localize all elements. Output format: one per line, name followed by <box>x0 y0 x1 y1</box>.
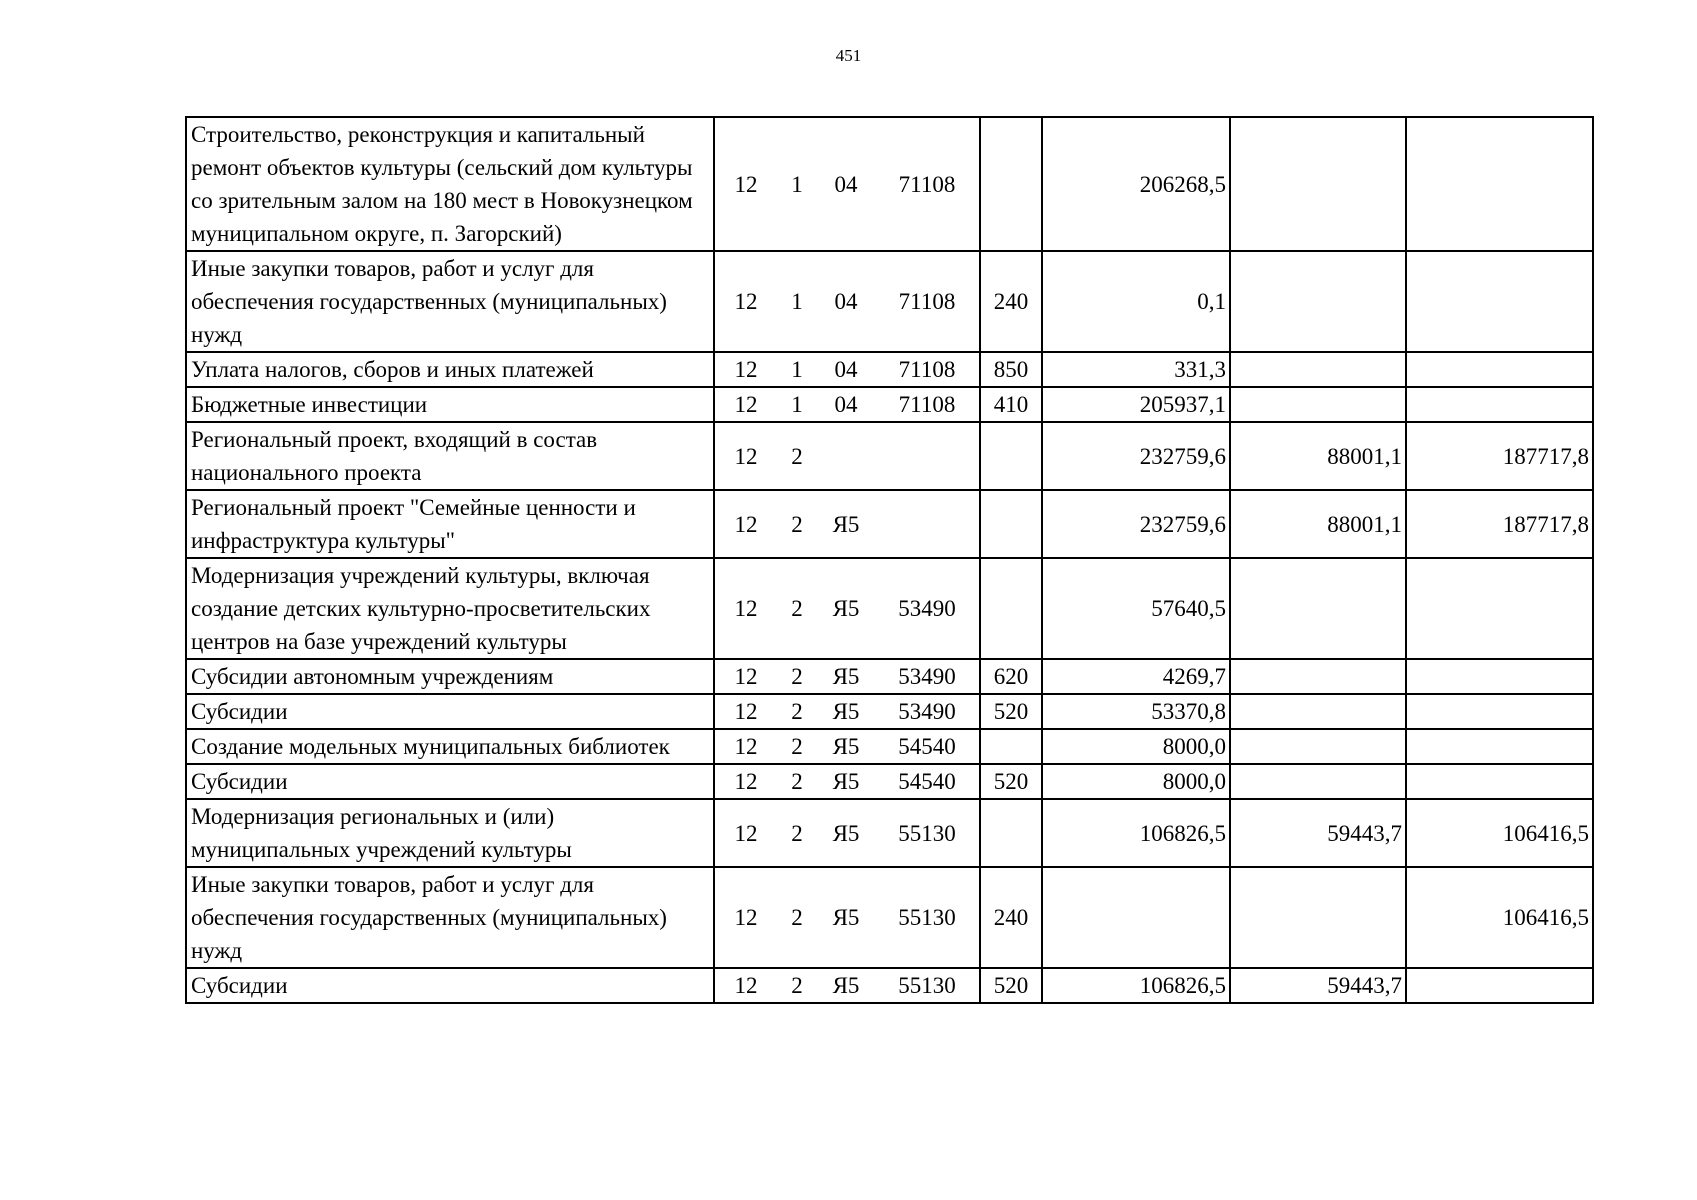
row-amount-1: 8000,0 <box>1042 764 1230 799</box>
row-subprogram-code: 2 <box>791 769 803 794</box>
row-name: Иные закупки товаров, работ и услуг для обеспечения государственных (муниципальных) нужд <box>186 867 714 968</box>
row-event-code: 04 <box>834 392 858 417</box>
row-amount-1: 0,1 <box>1042 251 1230 352</box>
row-program-code: 12 <box>734 699 758 724</box>
row-amount-1: 205937,1 <box>1042 387 1230 422</box>
row-codes <box>714 659 980 694</box>
row-program-code: 12 <box>734 596 758 621</box>
row-program-code: 12 <box>734 769 758 794</box>
row-amount-3 <box>1406 694 1593 729</box>
row-codes <box>714 251 980 352</box>
row-amount-3: 187717,8 <box>1406 490 1593 558</box>
row-amount-1: 206268,5 <box>1042 117 1230 251</box>
row-expense-type <box>980 799 1042 867</box>
row-amount-2 <box>1230 558 1406 659</box>
row-code-group <box>715 388 979 421</box>
row-program-code: 12 <box>734 289 758 314</box>
row-amount-1: 4269,7 <box>1042 659 1230 694</box>
row-program-code: 12 <box>734 357 758 382</box>
row-amount-3 <box>1406 558 1593 659</box>
row-program-code: 12 <box>734 392 758 417</box>
row-codes <box>714 729 980 764</box>
row-code-group <box>715 285 979 318</box>
row-amount-3 <box>1406 387 1593 422</box>
row-amount-3 <box>1406 117 1593 251</box>
row-subprogram-code: 2 <box>791 664 803 689</box>
row-amount-3 <box>1406 352 1593 387</box>
table-row <box>186 251 1593 352</box>
table-row <box>186 694 1593 729</box>
row-code-group <box>715 969 979 1002</box>
table-row <box>186 764 1593 799</box>
row-expense-type: 520 <box>980 968 1042 1003</box>
row-amount-3 <box>1406 764 1593 799</box>
row-subprogram-code: 1 <box>791 392 803 417</box>
row-amount-2: 88001,1 <box>1230 490 1406 558</box>
row-code-group <box>715 730 979 763</box>
row-event-code: Я5 <box>832 511 860 537</box>
row-event-code: Я5 <box>832 905 860 930</box>
row-codes <box>714 117 980 251</box>
row-amount-1: 8000,0 <box>1042 729 1230 764</box>
table-row <box>186 659 1593 694</box>
row-direction-code: 55130 <box>898 973 956 998</box>
row-event-code: Я5 <box>832 973 860 998</box>
row-code-group <box>715 765 979 798</box>
row-event-code: Я5 <box>832 734 860 759</box>
row-expense-type: 620 <box>980 659 1042 694</box>
row-amount-3 <box>1406 251 1593 352</box>
row-code-group <box>715 660 979 693</box>
row-name: Уплата налогов, сборов и иных платежей <box>186 352 714 387</box>
row-codes <box>714 968 980 1003</box>
row-event-code: Я5 <box>832 820 860 846</box>
row-expense-type: 850 <box>980 352 1042 387</box>
page-number: 451 <box>835 46 862 65</box>
row-event-code: Я5 <box>832 596 860 621</box>
table-row <box>186 558 1593 659</box>
table-row <box>186 968 1593 1003</box>
row-name: Субсидии <box>186 968 714 1003</box>
row-codes <box>714 764 980 799</box>
row-expense-type <box>980 558 1042 659</box>
table-row <box>186 799 1593 867</box>
row-event-code: 04 <box>834 171 858 197</box>
row-subprogram-code: 2 <box>791 596 803 621</box>
table-row <box>186 387 1593 422</box>
row-amount-2: 59443,7 <box>1230 968 1406 1003</box>
row-amount-2 <box>1230 764 1406 799</box>
row-name: Создание модельных муниципальных библиотек <box>186 729 714 764</box>
row-code-group <box>715 592 979 625</box>
table-row <box>186 490 1593 558</box>
row-program-code: 12 <box>734 973 758 998</box>
budget-table-body <box>186 117 1593 1003</box>
row-direction-code: 71108 <box>898 171 956 197</box>
row-code-group <box>715 440 979 473</box>
budget-table <box>185 116 1594 1004</box>
row-amount-2: 59443,7 <box>1230 799 1406 867</box>
row-subprogram-code: 2 <box>791 699 803 724</box>
row-expense-type: 410 <box>980 387 1042 422</box>
row-subprogram-code: 2 <box>791 443 803 469</box>
row-code-group <box>715 901 979 934</box>
row-expense-type <box>980 117 1042 251</box>
row-amount-1: 331,3 <box>1042 352 1230 387</box>
row-direction-code: 55130 <box>898 905 956 930</box>
row-name: Региональный проект, входящий в состав национального проекта <box>186 422 714 490</box>
row-program-code: 12 <box>734 905 758 930</box>
row-amount-2: 88001,1 <box>1230 422 1406 490</box>
row-amount-1: 106826,5 <box>1042 799 1230 867</box>
row-program-code: 12 <box>734 443 758 469</box>
row-name: Иные закупки товаров, работ и услуг для обеспечения государственных (муниципальных) нужд <box>186 251 714 352</box>
row-name: Региональный проект "Семейные ценности и инфраструктура культуры" <box>186 490 714 558</box>
row-amount-2 <box>1230 117 1406 251</box>
row-direction-code: 54540 <box>898 769 956 794</box>
table-row <box>186 117 1593 251</box>
table-row <box>186 352 1593 387</box>
row-subprogram-code: 2 <box>791 905 803 930</box>
row-expense-type: 240 <box>980 867 1042 968</box>
table-row <box>186 867 1593 968</box>
row-amount-1: 232759,6 <box>1042 490 1230 558</box>
table-row <box>186 729 1593 764</box>
row-subprogram-code: 1 <box>791 289 803 314</box>
row-amount-3 <box>1406 659 1593 694</box>
row-event-code: Я5 <box>832 664 860 689</box>
row-program-code: 12 <box>734 664 758 689</box>
row-codes <box>714 387 980 422</box>
row-amount-1 <box>1042 867 1230 968</box>
row-subprogram-code: 2 <box>791 511 803 537</box>
row-code-group <box>715 353 979 386</box>
row-subprogram-code: 2 <box>791 734 803 759</box>
row-program-code: 12 <box>734 734 758 759</box>
row-amount-2 <box>1230 251 1406 352</box>
row-codes <box>714 422 980 490</box>
row-expense-type: 520 <box>980 694 1042 729</box>
row-name: Субсидии <box>186 764 714 799</box>
row-event-code: 04 <box>834 289 858 314</box>
row-code-group <box>715 168 979 201</box>
row-name: Модернизация учреждений культуры, включая создание детских культурно-просветительских центров на базе учреждений культуры <box>186 558 714 659</box>
row-subprogram-code: 2 <box>791 820 803 846</box>
row-codes <box>714 352 980 387</box>
row-codes <box>714 694 980 729</box>
row-amount-2 <box>1230 729 1406 764</box>
row-code-group <box>715 695 979 728</box>
table-row <box>186 422 1593 490</box>
row-amount-1: 232759,6 <box>1042 422 1230 490</box>
row-amount-2 <box>1230 867 1406 968</box>
row-codes <box>714 490 980 558</box>
row-direction-code: 53490 <box>898 596 956 621</box>
row-name: Бюджетные инвестиции <box>186 387 714 422</box>
row-amount-3: 106416,5 <box>1406 867 1593 968</box>
row-amount-3 <box>1406 968 1593 1003</box>
row-expense-type <box>980 422 1042 490</box>
row-code-group <box>715 508 979 541</box>
row-expense-type <box>980 490 1042 558</box>
row-subprogram-code: 1 <box>791 357 803 382</box>
row-program-code: 12 <box>734 171 758 197</box>
row-amount-2 <box>1230 694 1406 729</box>
row-amount-2 <box>1230 352 1406 387</box>
row-codes <box>714 867 980 968</box>
row-direction-code: 71108 <box>898 392 956 417</box>
row-expense-type <box>980 729 1042 764</box>
row-amount-1: 57640,5 <box>1042 558 1230 659</box>
row-direction-code: 71108 <box>898 357 956 382</box>
row-direction-code: 71108 <box>898 289 956 314</box>
row-expense-type: 520 <box>980 764 1042 799</box>
row-amount-3: 187717,8 <box>1406 422 1593 490</box>
row-expense-type: 240 <box>980 251 1042 352</box>
row-codes <box>714 799 980 867</box>
row-program-code: 12 <box>734 820 758 846</box>
row-name: Субсидии автономным учреждениям <box>186 659 714 694</box>
row-event-code: Я5 <box>832 769 860 794</box>
row-direction-code: 53490 <box>898 699 956 724</box>
row-subprogram-code: 1 <box>791 171 803 197</box>
row-amount-1: 53370,8 <box>1042 694 1230 729</box>
row-name: Субсидии <box>186 694 714 729</box>
row-direction-code: 54540 <box>898 734 956 759</box>
row-amount-2 <box>1230 659 1406 694</box>
row-name: Строительство, реконструкция и капитальный ремонт объектов культуры (сельский дом культуры со зрительным залом на 180 мест в Новокузнецком муниципальном округе, п. Загорский) <box>186 117 714 251</box>
row-direction-code: 53490 <box>898 664 956 689</box>
row-codes <box>714 558 980 659</box>
row-amount-2 <box>1230 387 1406 422</box>
row-direction-code: 55130 <box>898 820 956 846</box>
row-event-code: Я5 <box>832 699 860 724</box>
row-subprogram-code: 2 <box>791 973 803 998</box>
row-program-code: 12 <box>734 511 758 537</box>
row-event-code: 04 <box>834 357 858 382</box>
row-name: Модернизация региональных и (или) муниципальных учреждений культуры <box>186 799 714 867</box>
row-amount-3: 106416,5 <box>1406 799 1593 867</box>
row-code-group <box>715 817 979 850</box>
row-amount-1: 106826,5 <box>1042 968 1230 1003</box>
row-amount-3 <box>1406 729 1593 764</box>
